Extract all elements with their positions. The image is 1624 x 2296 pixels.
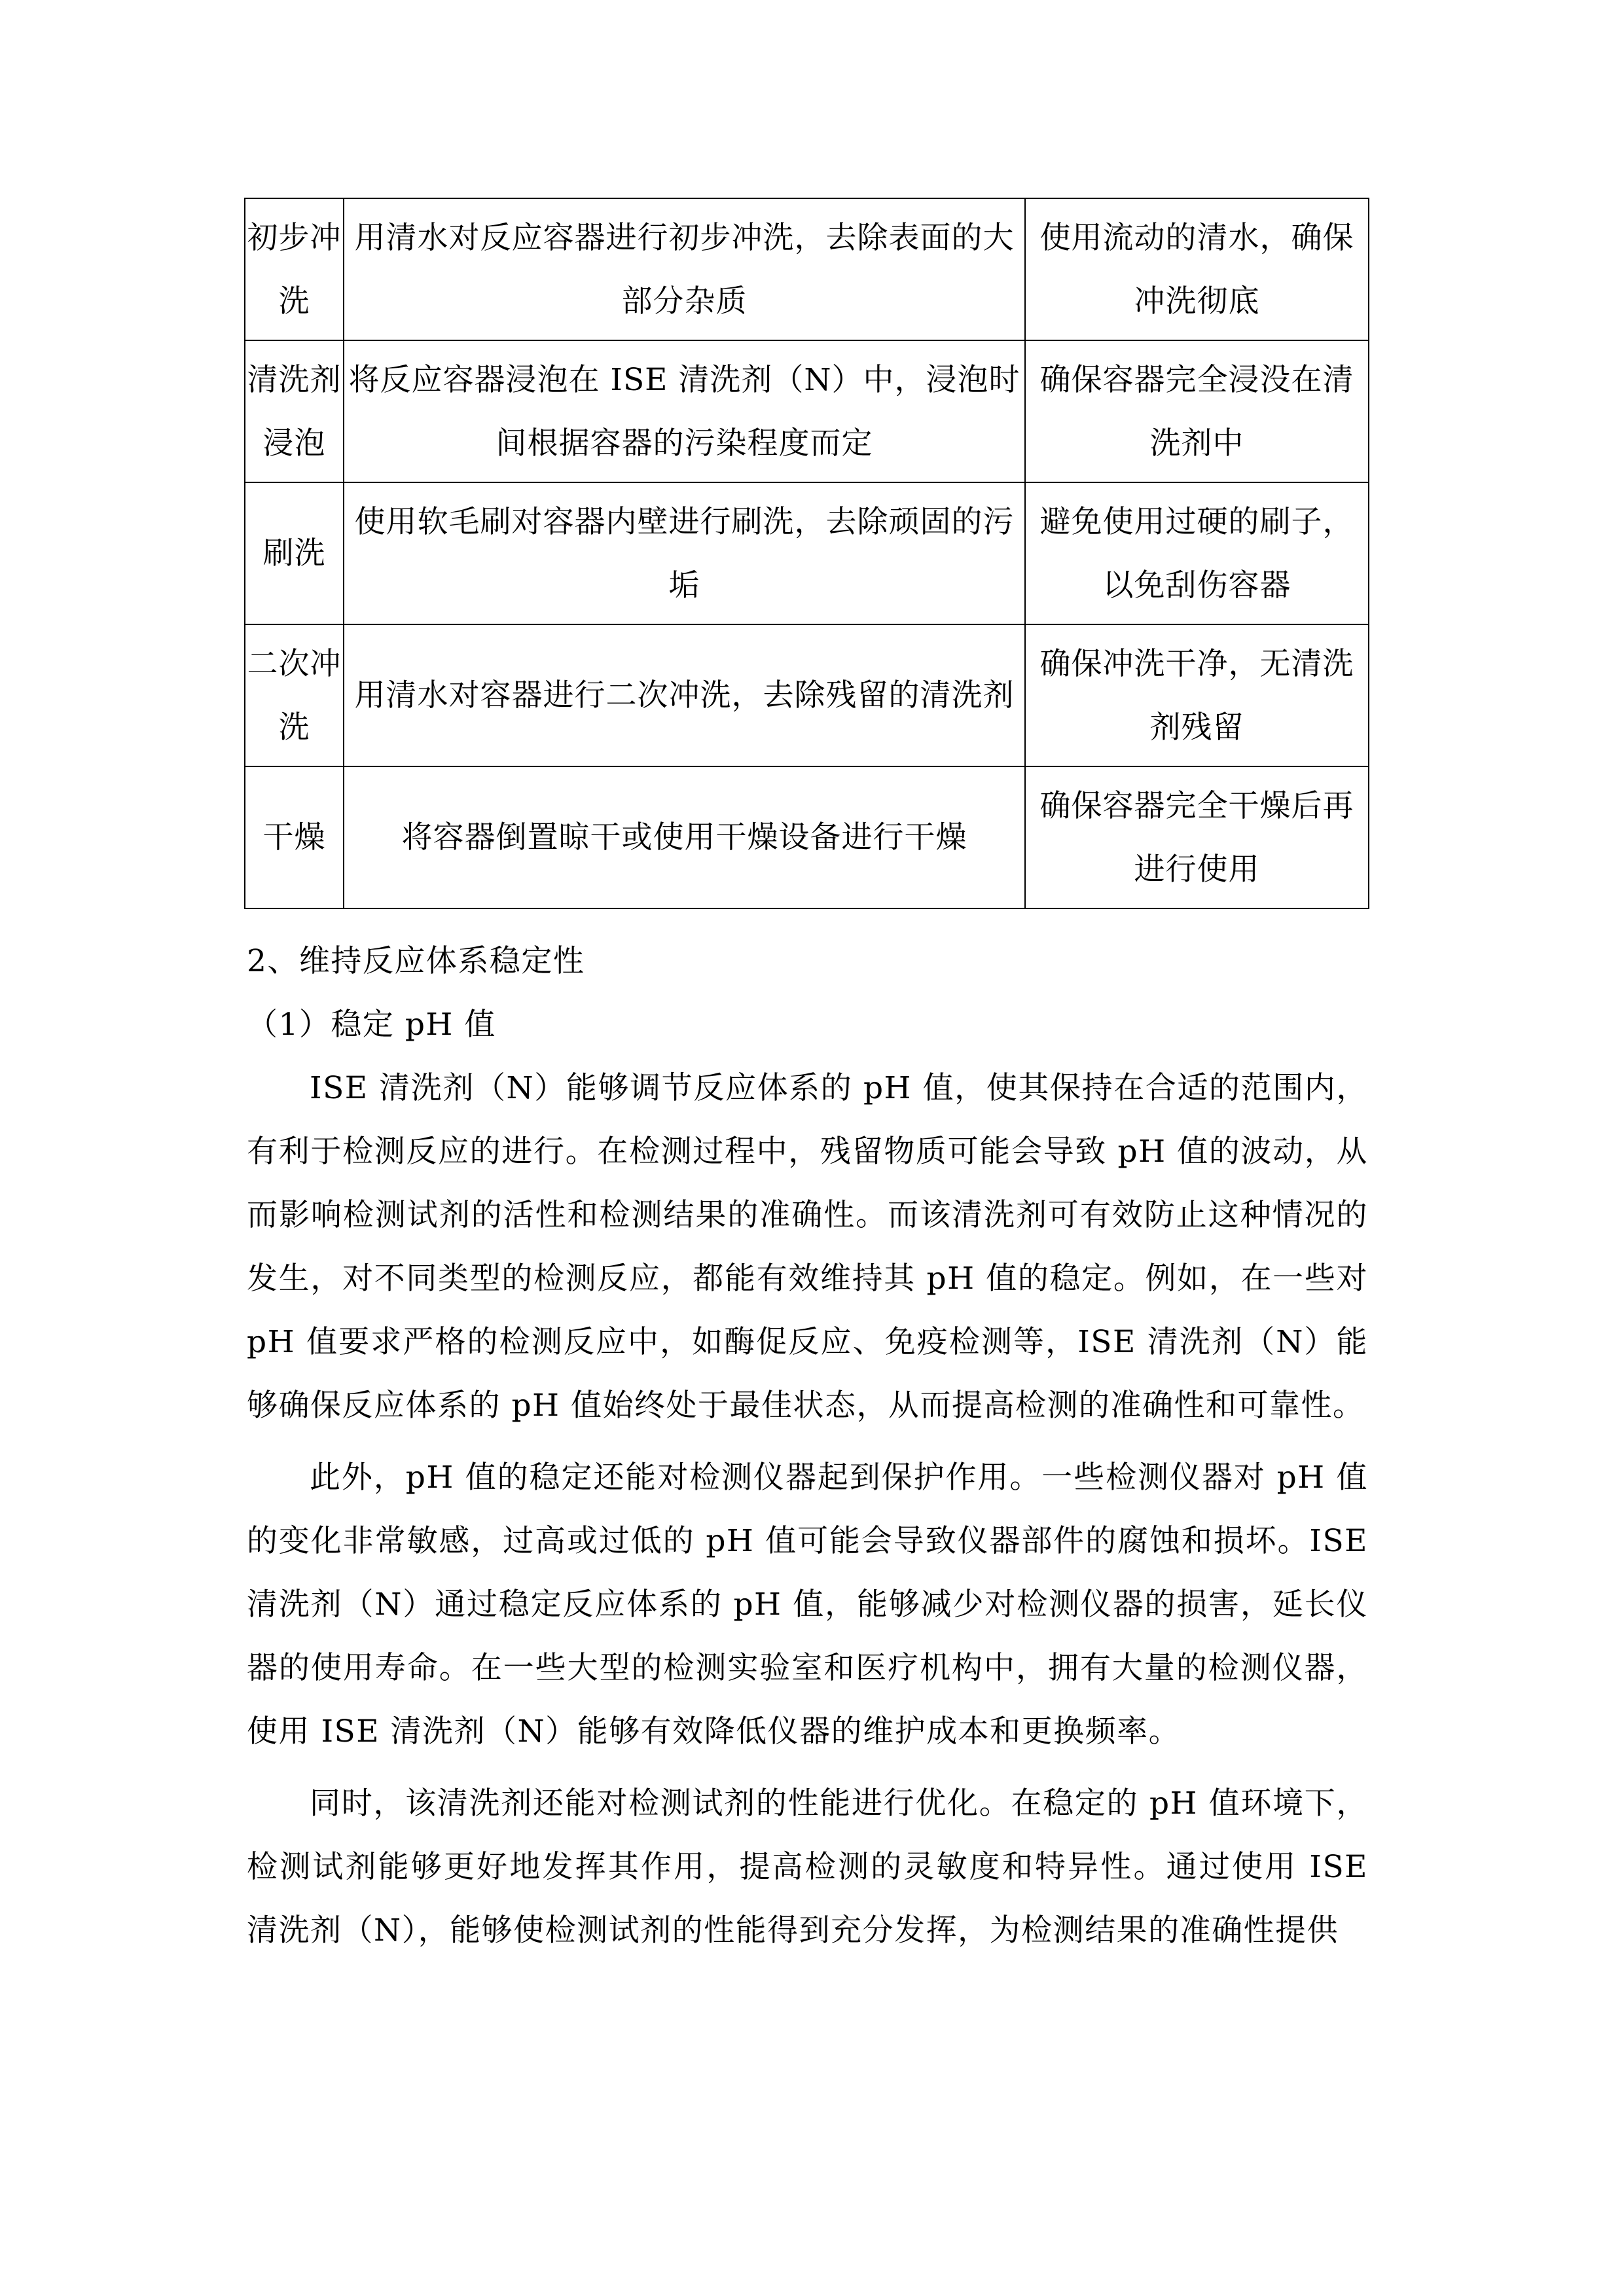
body-paragraph: 同时，该清洗剂还能对检测试剂的性能进行优化。在稳定的 pH 值环境下，检测试剂能够更好地发挥其作用，提高检测的灵敏度和特异性。通过使用 ISE 清洗剂（N），能够使检测试剂的性能得到充分发挥，为检测结果的准确性提供 [247, 1785, 1368, 1948]
body-paragraph: 此外，pH 值的稳定还能对检测仪器起到保护作用。一些检测仪器对 pH 值的变化非常敏感，过高或过低的 pH 值可能会导致仪器部件的腐蚀和损坏。ISE 清洗剂（N）通过稳定反应体系的 pH 值，能够减少对检测仪器的损害，延长仪器的使用寿命。在一些大型的检测实验室和医疗机构中，拥有大量的检测仪器，使用 ISE 清洗剂（N）能够有效降低仪器的维护成本和更换频率。 [247, 1460, 1368, 1749]
step-method-cell: 使用软毛刷对容器内壁进行刷洗，去除顽固的污垢 [344, 482, 1025, 624]
step-note-cell: 确保容器完全干燥后再进行使用 [1025, 766, 1369, 908]
step-method-cell: 将反应容器浸泡在 ISE 清洗剂（N）中，浸泡时间根据容器的污染程度而定 [344, 340, 1025, 482]
step-method-cell: 将容器倒置晾干或使用干燥设备进行干燥 [344, 766, 1025, 908]
step-name-cell: 初步冲洗 [245, 198, 344, 340]
table-row [245, 766, 1369, 908]
step-name-cell: 清洗剂浸泡 [245, 340, 344, 482]
step-name-cell: 干燥 [245, 766, 344, 908]
section-content [247, 929, 1368, 1971]
table-row [245, 482, 1369, 624]
table-row [245, 340, 1369, 482]
step-name-cell: 刷洗 [245, 482, 344, 624]
body-paragraph: ISE 清洗剂（N）能够调节反应体系的 pH 值，使其保持在合适的范围内，有利于检测反应的进行。在检测过程中，残留物质可能会导致 pH 值的波动，从而影响检测试剂的活性和检测结果的准确性。而该清洗剂可有效防止这种情况的发生，对不同类型的检测反应，都能有效维持其 pH 值的稳定。例如，在一些对 pH 值要求严格的检测反应中，如酶促反应、免疫检测等，ISE 清洗剂（N）能够确保反应体系的 pH 值始终处于最佳状态，从而提高检测的准确性和可靠性。 [247, 1070, 1368, 1424]
subsection-heading: （1）稳定 pH 值 [247, 1007, 496, 1043]
step-note-cell: 确保冲洗干净，无清洗剂残留 [1025, 624, 1369, 766]
step-method-cell: 用清水对容器进行二次冲洗，去除残留的清洗剂 [344, 624, 1025, 766]
step-method-cell: 用清水对反应容器进行初步冲洗，去除表面的大部分杂质 [344, 198, 1025, 340]
step-name-cell: 二次冲洗 [245, 624, 344, 766]
table-row [245, 624, 1369, 766]
section-heading: 2、维持反应体系稳定性 [247, 943, 585, 979]
table-row [245, 198, 1369, 340]
cleaning-steps-table [244, 198, 1369, 909]
step-note-cell: 避免使用过硬的刷子，以免刮伤容器 [1025, 482, 1369, 624]
step-note-cell: 确保容器完全浸没在清洗剂中 [1025, 340, 1369, 482]
step-note-cell: 使用流动的清水，确保冲洗彻底 [1025, 198, 1369, 340]
